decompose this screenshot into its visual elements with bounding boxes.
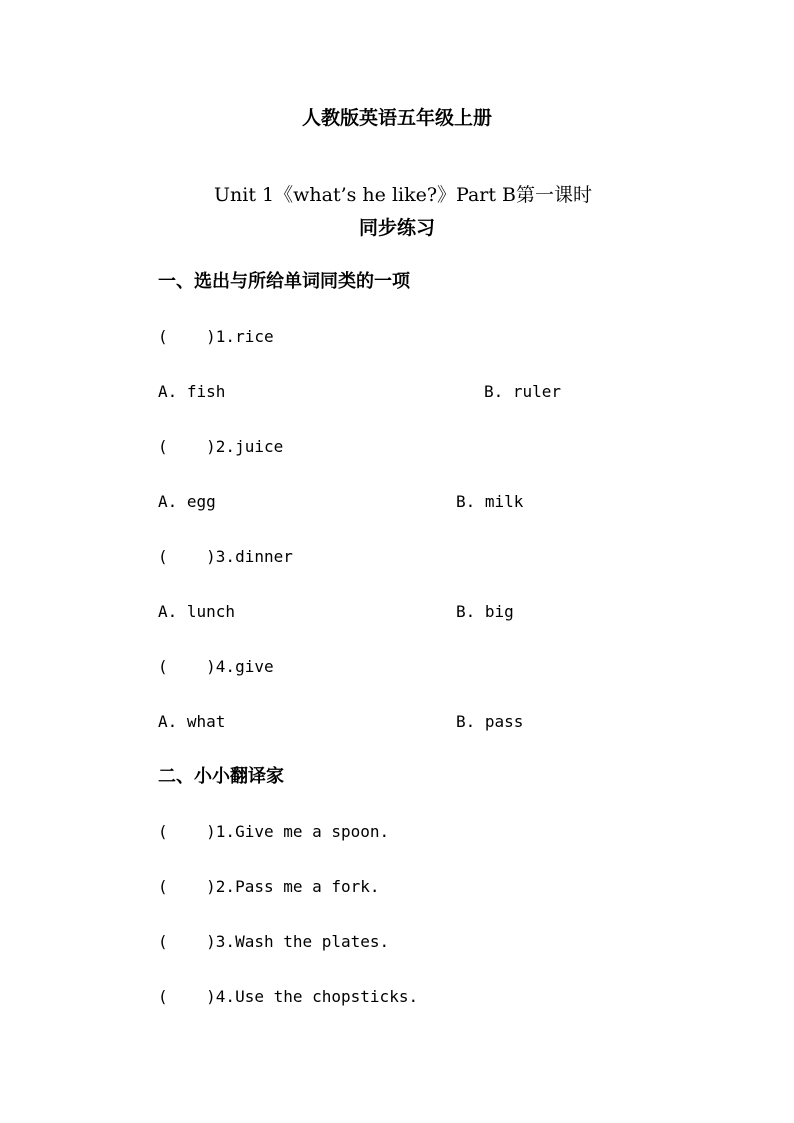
question-3-option-b: B. big xyxy=(456,602,514,621)
translation-item-2: ( )2.Pass me a fork. xyxy=(158,877,380,896)
question-4-option-b: B. pass xyxy=(456,712,524,731)
page-subtitle xyxy=(0,162,794,206)
question-2-stem: ( )2.juice xyxy=(158,437,284,456)
page-title: 人教版英语五年级上册 xyxy=(301,107,492,129)
section-heading-1: 一、选出与所给单词同类的一项 xyxy=(158,271,410,292)
translation-item-3: ( )3.Wash the plates. xyxy=(158,932,390,951)
question-1-option-a: A. fish xyxy=(158,382,226,401)
question-3-option-a: A. lunch xyxy=(158,602,236,621)
translation-item-4: ( )4.Use the chopsticks. xyxy=(158,987,419,1006)
question-1-stem: ( )1.rice xyxy=(158,327,274,346)
question-2-option-a: A. egg xyxy=(158,492,216,511)
question-4-stem: ( )4.give xyxy=(158,657,274,676)
subtitle-text: Unit 1《what’s he like?》Part B第一课时 xyxy=(214,184,593,206)
translation-item-1: ( )1.Give me a spoon. xyxy=(158,822,390,841)
question-4-option-a: A. what xyxy=(158,712,226,731)
question-1-option-b: B. ruler xyxy=(484,382,562,401)
section-heading-2: 二、小小翻译家 xyxy=(158,766,284,787)
question-3-stem: ( )3.dinner xyxy=(158,547,293,566)
question-2-option-b: B. milk xyxy=(456,492,524,511)
page-subtitle-2: 同步练习 xyxy=(358,217,435,239)
